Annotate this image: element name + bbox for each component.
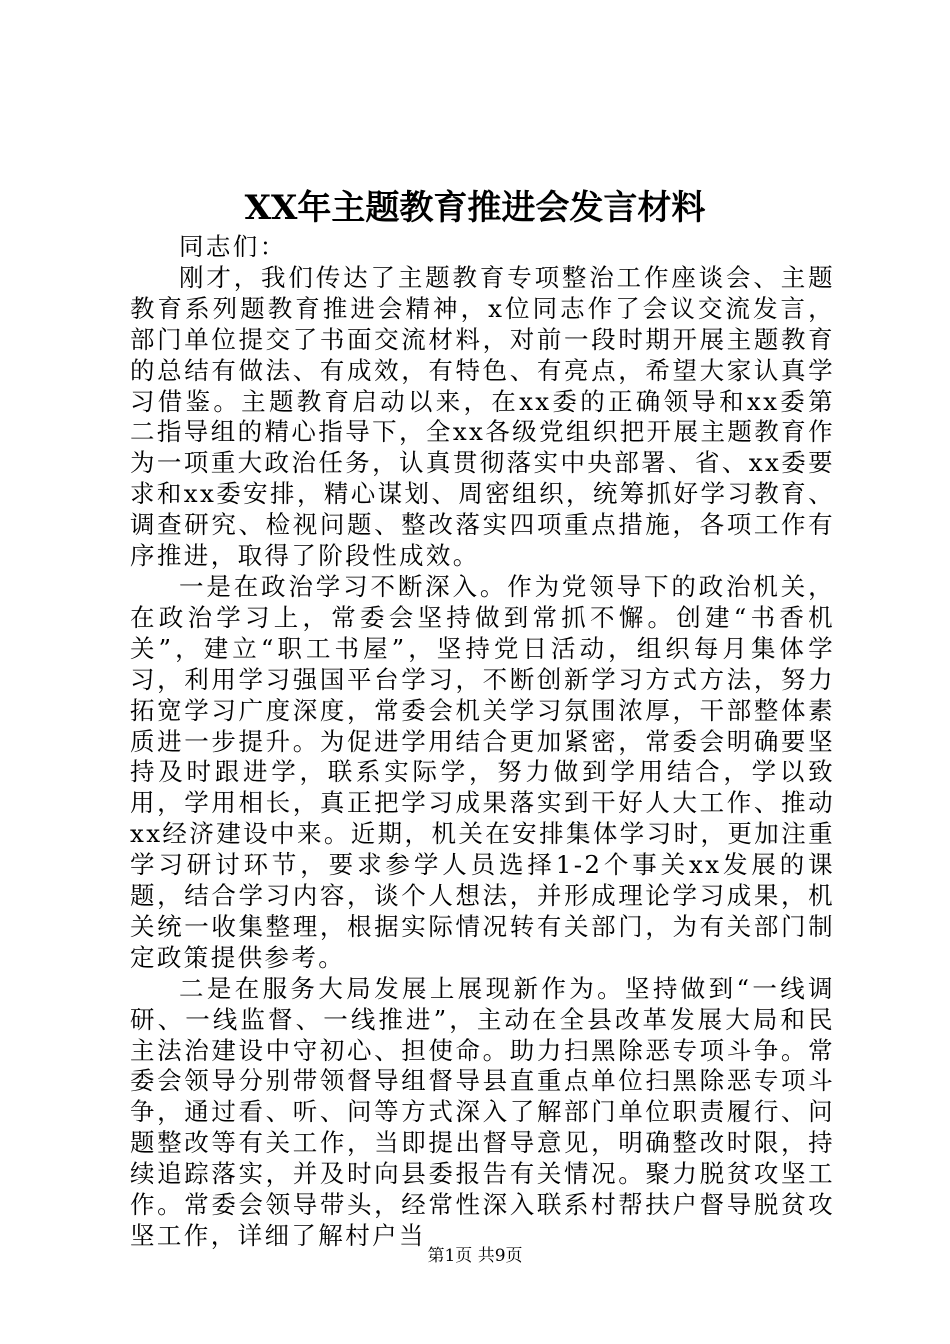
paragraph-1: 刚才，我们传达了主题教育专项整治工作座谈会、主题教育系列题教育推进会精神，x位同志作了会议交流发言，部门单位提交了书面交流材料，对前一段时期开展主题教育的总结有做法、有成效，有特色、有亮点，希望大家认真学习借鉴。主题教育启动以来，在xx委的正确领导和xx委第二指导组的精心指导下，全xx各级党组织把开展主题教育作为一项重大政治任务，认真贯彻落实中央部署、省、xx委要求和xx委安排，精心谋划、周密组织，统筹抓好学习教育、调查研究、检视问题、整改落实四项重点措施，各项工作有序推进，取得了阶段性成效。 <box>130 262 835 571</box>
paragraph-3: 二是在服务大局发展上展现新作为。坚持做到“一线调研、一线监督、一线推进”，主动在全县改革发展大局和民主法治建设中守初心、担使命。助力扫黑除恶专项斗争。常委会领导分别带领督导组督导县直重点单位扫黑除恶专项斗争，通过看、听、问等方式深入了解部门单位职责履行、问题整改等有关工作，当即提出督导意见，明确整改时限，持续追踪落实，并及时向县委报告有关情况。聚力脱贫攻坚工作。常委会领导带头，经常性深入联系村帮扶户督导脱贫攻坚工作，详细了解村户当 <box>130 973 835 1250</box>
document-title: XX年主题教育推进会发言材料 <box>244 188 706 228</box>
document-body <box>130 232 835 1252</box>
paragraph-2: 一是在政治学习不断深入。作为党领导下的政治机关，在政治学习上，常委会坚持做到常抓不懈。创建“书香机关”，建立“职工书屋”，坚持党日活动，组织每月集体学习，利用学习强国平台学习，不断创新学习方式方法，努力拓宽学习广度深度，常委会机关学习氛围浓厚，干部整体素质进一步提升。为促进学用结合更加紧密，常委会明确要坚持及时跟进学，联系实际学，努力做到学用结合，学以致用，学用相长，真正把学习成果落实到干好人大工作、推动xx经济建设中来。近期，机关在安排集体学习时，更加注重学习研讨环节，要求参学人员选择1-2个事关xx发展的课题，结合学习内容，谈个人想法，并形成理论学习成果，机关统一收集整理，根据实际情况转有关部门，为有关部门制定政策提供参考。 <box>130 571 835 972</box>
page-number-footer: 第1页 共9页 <box>427 1246 523 1266</box>
salutation: 同志们： <box>179 232 287 261</box>
